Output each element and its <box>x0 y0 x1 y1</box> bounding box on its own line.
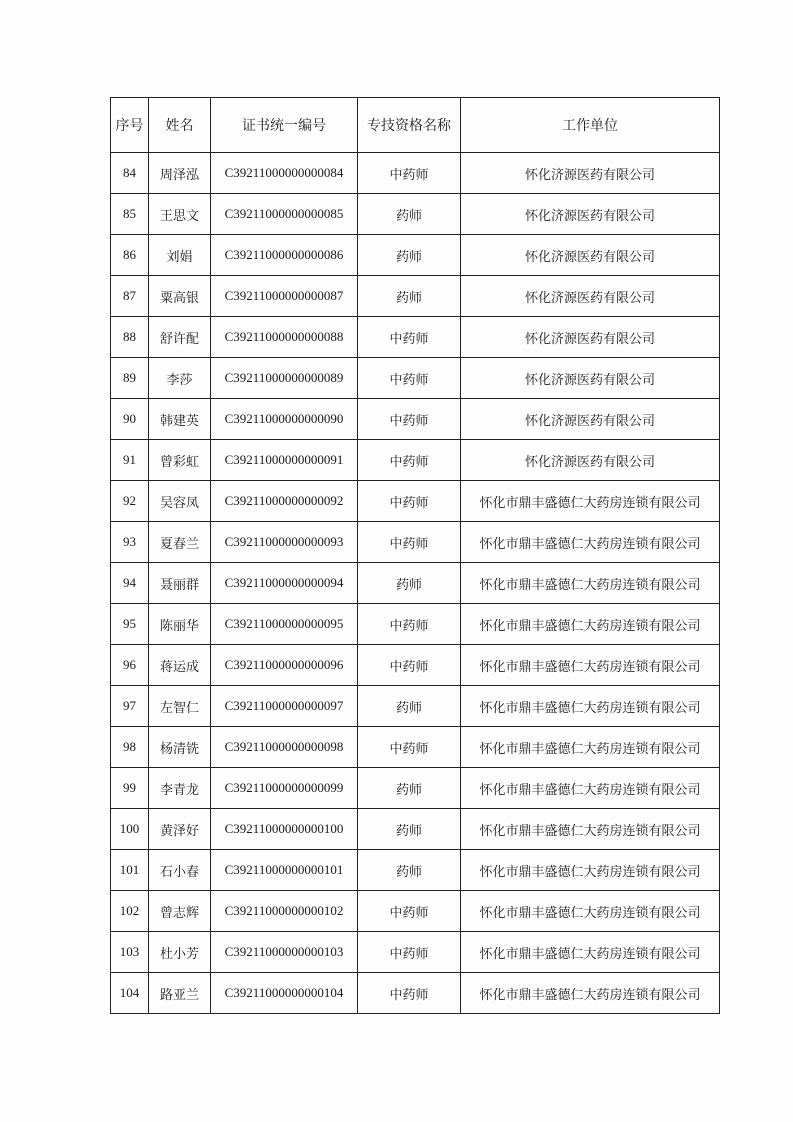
row-work-unit: 怀化济源医药有限公司 <box>461 276 720 317</box>
row-work-unit: 怀化市鼎丰盛德仁大药房连锁有限公司 <box>461 973 720 1014</box>
row-qualification: 中药师 <box>358 440 461 481</box>
table-header <box>111 98 720 153</box>
row-qualification: 药师 <box>358 194 461 235</box>
table-row <box>111 932 720 973</box>
row-qualification: 药师 <box>358 809 461 850</box>
row-work-unit: 怀化市鼎丰盛德仁大药房连锁有限公司 <box>461 481 720 522</box>
row-work-unit: 怀化市鼎丰盛德仁大药房连锁有限公司 <box>461 768 720 809</box>
row-cert-number: C39211000000000096 <box>211 645 358 686</box>
row-work-unit: 怀化市鼎丰盛德仁大药房连锁有限公司 <box>461 891 720 932</box>
row-qualification: 中药师 <box>358 604 461 645</box>
row-cert-number: C39211000000000098 <box>211 727 358 768</box>
table-row <box>111 686 720 727</box>
row-index: 87 <box>111 276 149 317</box>
row-qualification: 中药师 <box>358 727 461 768</box>
row-name: 夏春兰 <box>149 522 211 563</box>
row-index: 85 <box>111 194 149 235</box>
row-work-unit: 怀化济源医药有限公司 <box>461 440 720 481</box>
table-row <box>111 440 720 481</box>
row-cert-number: C39211000000000093 <box>211 522 358 563</box>
row-index: 89 <box>111 358 149 399</box>
certificate-roster-table <box>110 97 720 1014</box>
header-work-unit: 工作单位 <box>461 98 720 153</box>
row-qualification: 药师 <box>358 563 461 604</box>
row-cert-number: C39211000000000091 <box>211 440 358 481</box>
row-qualification: 中药师 <box>358 317 461 358</box>
row-qualification: 药师 <box>358 768 461 809</box>
row-index: 92 <box>111 481 149 522</box>
row-cert-number: C39211000000000090 <box>211 399 358 440</box>
row-qualification: 中药师 <box>358 399 461 440</box>
row-work-unit: 怀化市鼎丰盛德仁大药房连锁有限公司 <box>461 850 720 891</box>
row-work-unit: 怀化市鼎丰盛德仁大药房连锁有限公司 <box>461 604 720 645</box>
row-index: 99 <box>111 768 149 809</box>
row-qualification: 中药师 <box>358 891 461 932</box>
row-cert-number: C39211000000000099 <box>211 768 358 809</box>
row-name: 蒋运成 <box>149 645 211 686</box>
table-row <box>111 399 720 440</box>
table-row <box>111 235 720 276</box>
row-cert-number: C39211000000000085 <box>211 194 358 235</box>
row-index: 94 <box>111 563 149 604</box>
row-index: 103 <box>111 932 149 973</box>
table-row <box>111 891 720 932</box>
table-row <box>111 358 720 399</box>
table-row <box>111 276 720 317</box>
row-work-unit: 怀化济源医药有限公司 <box>461 399 720 440</box>
row-name: 王思文 <box>149 194 211 235</box>
row-cert-number: C39211000000000095 <box>211 604 358 645</box>
row-qualification: 中药师 <box>358 932 461 973</box>
row-name: 路亚兰 <box>149 973 211 1014</box>
row-cert-number: C39211000000000100 <box>211 809 358 850</box>
row-name: 李莎 <box>149 358 211 399</box>
row-qualification: 药师 <box>358 850 461 891</box>
row-qualification: 药师 <box>358 235 461 276</box>
row-cert-number: C39211000000000104 <box>211 973 358 1014</box>
row-qualification: 中药师 <box>358 645 461 686</box>
row-index: 104 <box>111 973 149 1014</box>
row-index: 100 <box>111 809 149 850</box>
row-name: 周泽泓 <box>149 153 211 194</box>
row-work-unit: 怀化济源医药有限公司 <box>461 194 720 235</box>
row-cert-number: C39211000000000088 <box>211 317 358 358</box>
row-name: 黄泽好 <box>149 809 211 850</box>
row-index: 91 <box>111 440 149 481</box>
row-qualification: 中药师 <box>358 973 461 1014</box>
row-work-unit: 怀化济源医药有限公司 <box>461 358 720 399</box>
row-index: 96 <box>111 645 149 686</box>
row-name: 李青龙 <box>149 768 211 809</box>
row-cert-number: C39211000000000086 <box>211 235 358 276</box>
row-cert-number: C39211000000000084 <box>211 153 358 194</box>
table-row <box>111 850 720 891</box>
row-index: 93 <box>111 522 149 563</box>
table-row <box>111 317 720 358</box>
header-row <box>111 98 720 153</box>
row-work-unit: 怀化市鼎丰盛德仁大药房连锁有限公司 <box>461 809 720 850</box>
row-name: 粟高银 <box>149 276 211 317</box>
row-name: 刘娟 <box>149 235 211 276</box>
table-row <box>111 645 720 686</box>
row-name: 杨清铣 <box>149 727 211 768</box>
row-index: 98 <box>111 727 149 768</box>
table-row <box>111 604 720 645</box>
table-row <box>111 727 720 768</box>
table-row <box>111 153 720 194</box>
row-cert-number: C39211000000000103 <box>211 932 358 973</box>
row-index: 90 <box>111 399 149 440</box>
header-qualification: 专技资格名称 <box>358 98 461 153</box>
row-name: 聂丽群 <box>149 563 211 604</box>
row-cert-number: C39211000000000101 <box>211 850 358 891</box>
row-work-unit: 怀化市鼎丰盛德仁大药房连锁有限公司 <box>461 645 720 686</box>
row-qualification: 药师 <box>358 686 461 727</box>
row-qualification: 中药师 <box>358 522 461 563</box>
row-work-unit: 怀化济源医药有限公司 <box>461 235 720 276</box>
table-row <box>111 809 720 850</box>
row-name: 韩建英 <box>149 399 211 440</box>
row-qualification: 药师 <box>358 276 461 317</box>
row-index: 86 <box>111 235 149 276</box>
row-work-unit: 怀化市鼎丰盛德仁大药房连锁有限公司 <box>461 563 720 604</box>
row-name: 陈丽华 <box>149 604 211 645</box>
header-name: 姓名 <box>149 98 211 153</box>
table-row <box>111 563 720 604</box>
table-row <box>111 973 720 1014</box>
row-name: 曾志辉 <box>149 891 211 932</box>
table-body <box>111 153 720 1014</box>
row-cert-number: C39211000000000097 <box>211 686 358 727</box>
row-name: 曾彩虹 <box>149 440 211 481</box>
row-qualification: 中药师 <box>358 153 461 194</box>
row-name: 杜小芳 <box>149 932 211 973</box>
table-row <box>111 194 720 235</box>
row-qualification: 中药师 <box>358 358 461 399</box>
row-index: 102 <box>111 891 149 932</box>
row-cert-number: C39211000000000087 <box>211 276 358 317</box>
row-name: 舒许配 <box>149 317 211 358</box>
row-work-unit: 怀化市鼎丰盛德仁大药房连锁有限公司 <box>461 932 720 973</box>
row-name: 石小春 <box>149 850 211 891</box>
row-cert-number: C39211000000000089 <box>211 358 358 399</box>
row-qualification: 中药师 <box>358 481 461 522</box>
row-work-unit: 怀化济源医药有限公司 <box>461 153 720 194</box>
table-row <box>111 522 720 563</box>
header-cert: 证书统一编号 <box>211 98 358 153</box>
row-work-unit: 怀化市鼎丰盛德仁大药房连锁有限公司 <box>461 686 720 727</box>
header-index: 序号 <box>111 98 149 153</box>
row-work-unit: 怀化市鼎丰盛德仁大药房连锁有限公司 <box>461 727 720 768</box>
row-cert-number: C39211000000000092 <box>211 481 358 522</box>
table-row <box>111 481 720 522</box>
row-cert-number: C39211000000000094 <box>211 563 358 604</box>
row-name: 左智仁 <box>149 686 211 727</box>
table-row <box>111 768 720 809</box>
row-name: 吴容凤 <box>149 481 211 522</box>
row-index: 95 <box>111 604 149 645</box>
row-index: 88 <box>111 317 149 358</box>
row-work-unit: 怀化济源医药有限公司 <box>461 317 720 358</box>
row-index: 101 <box>111 850 149 891</box>
row-index: 84 <box>111 153 149 194</box>
row-work-unit: 怀化市鼎丰盛德仁大药房连锁有限公司 <box>461 522 720 563</box>
row-cert-number: C39211000000000102 <box>211 891 358 932</box>
row-index: 97 <box>111 686 149 727</box>
